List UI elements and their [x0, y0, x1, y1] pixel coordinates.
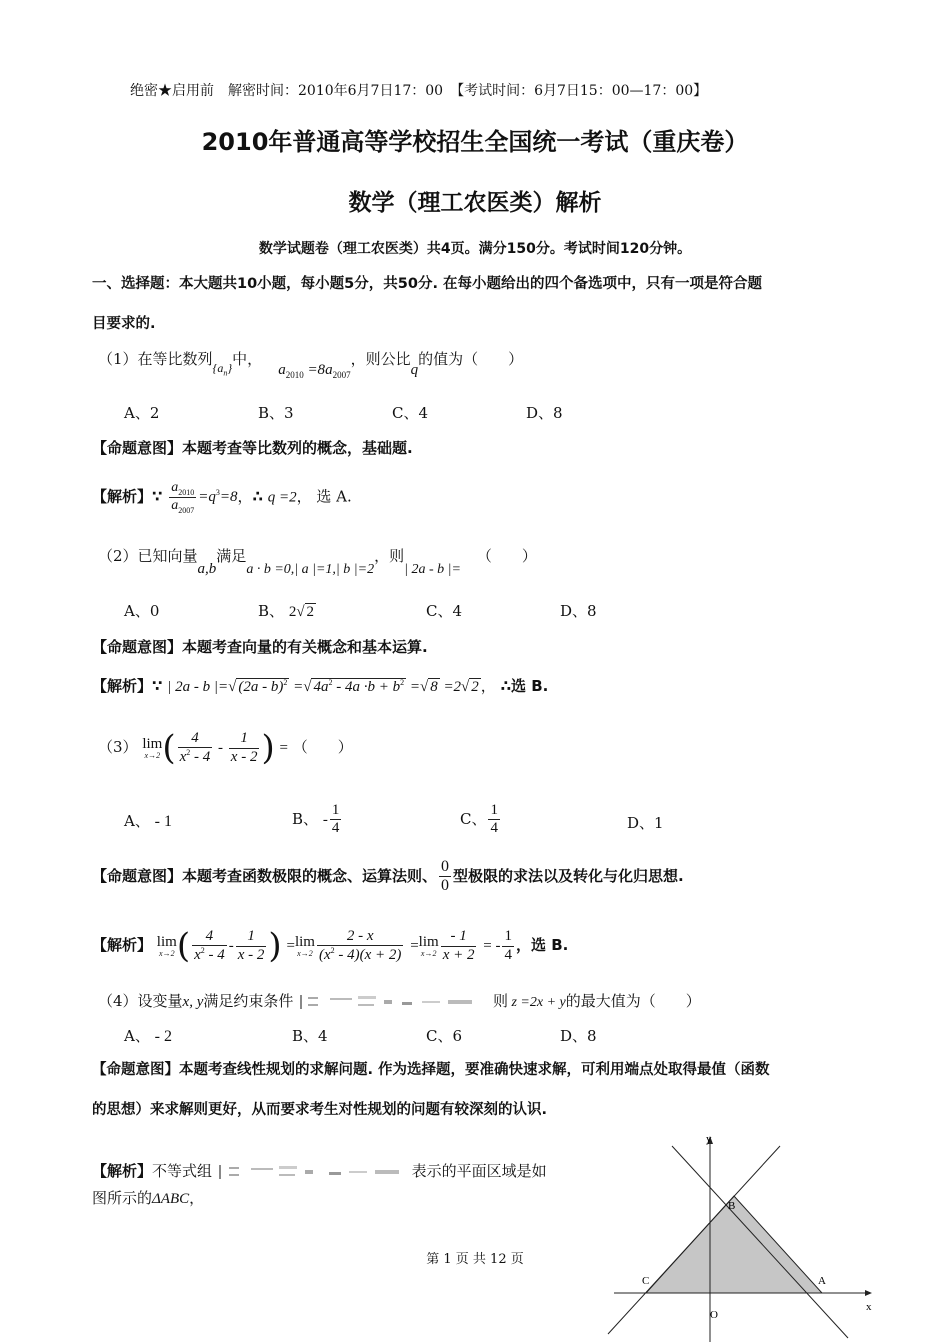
q3-choice-d: D、1 — [627, 814, 664, 832]
q1-stem-c: ，则公比 — [350, 350, 411, 368]
paper-title: 2010年普通高等学校招生全国统一考试（重庆卷） — [201, 128, 749, 156]
q3-stem: （3） lim x→2 ( $\frac{4}{x^2 - 4}$ - $\frac{1}{x - 2}$ ) = （ ） — [98, 728, 353, 768]
intent-label: 【命题意图】 — [92, 866, 183, 885]
q2-choice-b: B、 2√ 2 — [258, 602, 315, 620]
q4-stem-a: （4）设变量 — [98, 992, 183, 1010]
page-footer: 第 1 页 共 12 页 — [426, 1252, 524, 1267]
q4-analysis-cont: 图所示的ΔABC， — [92, 1189, 205, 1207]
point-c-label: C — [642, 1275, 650, 1287]
q4-intent-line1: 本题考查线性规划的求解问题. 作为选择题，要准确快速求解，可利用端点处取得最值（函数 — [179, 1062, 770, 1078]
point-b-label: B — [728, 1200, 736, 1212]
constraint-system-image — [298, 992, 488, 1012]
q4-choice-b: B、4 — [292, 1027, 328, 1045]
q4-analysis-b: 表示的平面区域是如 — [411, 1162, 547, 1180]
q2-derivation: | 2a - b |=√ (2a - b)$^2$ =√ $4a^2 - 4a \cdot b + b^2$ =√ 8 =2√ 2 — [167, 678, 479, 695]
q3-intent-b: 型极限的求法以及转化与化归思想. — [453, 866, 684, 885]
q3-choice-a: A、 - 1 — [124, 812, 172, 830]
q2-choice-c: C、4 — [426, 602, 463, 620]
q3-choice-b-label: B、 — [292, 809, 319, 828]
q4-choice-a: A、 - 2 — [124, 1027, 172, 1045]
q2-analysis: 【解析】∵ | 2a - b |=√ (2a - b)$^2$ =√ $4a^2 - 4a \cdot b + b^2$ =√ 8 =2√ 2 ， ∴选 B. — [92, 677, 549, 695]
q1-stem — [98, 348, 524, 380]
point-a-label: A — [818, 1275, 826, 1287]
q2-analysis-end: ∴选 B. — [500, 677, 549, 695]
q2-stem-c: ，则 — [374, 547, 405, 565]
q3-analysis-lim1: lim x→2 — [156, 933, 177, 958]
q1-choice-d: D、8 — [526, 404, 563, 422]
q2-choice-d: D、8 — [560, 602, 597, 620]
paper-info: 数学试题卷（理工农医类）共4页。满分150分。考试时间120分钟。 — [258, 241, 692, 257]
q4-intent — [92, 1058, 770, 1079]
q1-stem-b: 中， — [232, 350, 263, 368]
q4-stem-d: 的最大值为（ ） — [565, 992, 701, 1010]
q2-condition: a · b =0,| a |=1,| b |=2 — [246, 562, 375, 577]
q2-intent — [92, 636, 428, 657]
q2-stem-b: 满足 — [216, 547, 247, 565]
q4-analysis-c: 图所示的 — [92, 1189, 153, 1207]
analysis-label: 【解析】 — [92, 677, 153, 695]
section-heading-cont: 目要求的. — [92, 316, 156, 332]
q1-choice-b: B、3 — [258, 404, 294, 422]
q3-limit: lim x→2 — [142, 735, 163, 760]
q2-target: | 2a - b |= — [404, 562, 461, 577]
q1-q: q — [410, 362, 419, 378]
q1-choice-a: A、2 — [124, 404, 160, 422]
intent-label: 【命题意图】 — [92, 439, 183, 457]
section-heading: 一、选择题：本大题共10小题，每小题5分，共50分. 在每小题给出的四个备选项中，只有一项是符合题 — [92, 276, 762, 292]
analysis-label: 【解析】 — [92, 1162, 153, 1180]
q1-analysis-end: 选 A. — [316, 487, 352, 506]
q1-ratio: $\frac{a_{2010}}{a_{2007}}$ — [171, 480, 195, 515]
q3-analysis-end: ，选 B. — [515, 936, 569, 954]
q3-stem-a: （3） — [98, 738, 138, 756]
secret-line: 绝密★启用前 解密时间：2010年6月7日17：00 【考试时间：6月7日15：00—17：00】 — [130, 83, 708, 99]
q1-intent — [92, 437, 413, 458]
q4-analysis — [92, 1160, 547, 1182]
q4-intent-cont: 的思想）来求解则更好，从而要求考生对性规划的问题有较深刻的认识. — [92, 1102, 548, 1118]
q1-stem-a: （1）在等比数列 — [98, 350, 213, 368]
q3-choice-b: B、 - $\frac{1}{4}$ — [292, 802, 340, 837]
paper-subtitle: 数学（理工农医类）解析 — [348, 190, 602, 216]
q1-choice-c: C、4 — [392, 404, 429, 422]
q2-choice-b-label: B、 — [258, 602, 285, 620]
q4-stem-c: 则 — [492, 992, 508, 1010]
q3-stem-d: （ ） — [292, 738, 353, 756]
q2-stem — [98, 545, 537, 577]
q2-intent-text: 本题考查向量的有关概念和基本运算. — [182, 638, 428, 656]
q1-analysis: 【解析】∵ $\frac{a_{2010}}{a_{2007}}$ $=q^3=8$，∴ q =2， 选 A. — [92, 480, 352, 515]
q3-choice-a-label: A、 — [124, 812, 150, 830]
q4-stem-b: 满足约束条件 — [203, 992, 294, 1010]
q3-intent: 【命题意图】本题考查函数极限的概念、运算法则、 $\frac{0}{0}$ 型极限的求法以及转化与化归思想. — [92, 858, 684, 895]
q4-stem: （4）设变量x, y满足约束条件 则 z =2x + y的最大值为（ ） — [98, 992, 701, 1010]
x-label: x — [866, 1301, 872, 1313]
q4-analysis-d: ， — [189, 1189, 205, 1207]
constraint-system-image-2 — [217, 1162, 407, 1182]
q3-intent-a: 本题考查函数极限的概念、运算法则、 — [182, 866, 438, 885]
origin-label: O — [710, 1309, 718, 1321]
q3-choice-c: C、 $\frac{1}{4}$ — [460, 802, 498, 837]
q4-choice-a-label: A、 — [124, 1027, 150, 1045]
intent-label: 【命题意图】 — [92, 638, 183, 656]
feasible-region-graph — [600, 1128, 890, 1344]
q2-stem-a: （2）已知向量 — [98, 547, 198, 565]
q1-intent-text: 本题考查等比数列的概念，基础题. — [182, 439, 413, 457]
q2-vectors: a,b — [197, 561, 217, 577]
q2-stem-d: （ ） — [476, 547, 537, 565]
y-label: y — [706, 1133, 712, 1145]
q3-choice-c-label: C、 — [460, 809, 487, 828]
q1-sequence: {an} — [212, 361, 233, 378]
x-axis-arrow — [865, 1290, 872, 1296]
intent-label: 【命题意图】 — [92, 1062, 179, 1078]
analysis-label: 【解析】 — [92, 487, 153, 506]
q2-choice-a: A、0 — [124, 602, 160, 620]
q4-analysis-a: 不等式组 — [152, 1162, 213, 1180]
analysis-label: 【解析】 — [92, 936, 153, 954]
q1-stem-d: 的值为（ ） — [418, 350, 524, 368]
q4-choice-d: D、8 — [560, 1027, 597, 1045]
q3-analysis: 【解析】 lim x→2 ( $\frac{4}{x^2 - 4}$ - $\frac{1}{x - 2}$ ) =lim x→2 $\frac{2 - x}{(x^2 - 4)(x + 2)}$ =lim x→2 $\frac{- 1}{x + 2}$ = - $\frac{1}{4}$ ，选 B. — [92, 926, 569, 966]
q1-condition: $a_{2010} =8a_{2007}$ — [278, 362, 351, 380]
q4-choice-c: C、6 — [426, 1027, 463, 1045]
